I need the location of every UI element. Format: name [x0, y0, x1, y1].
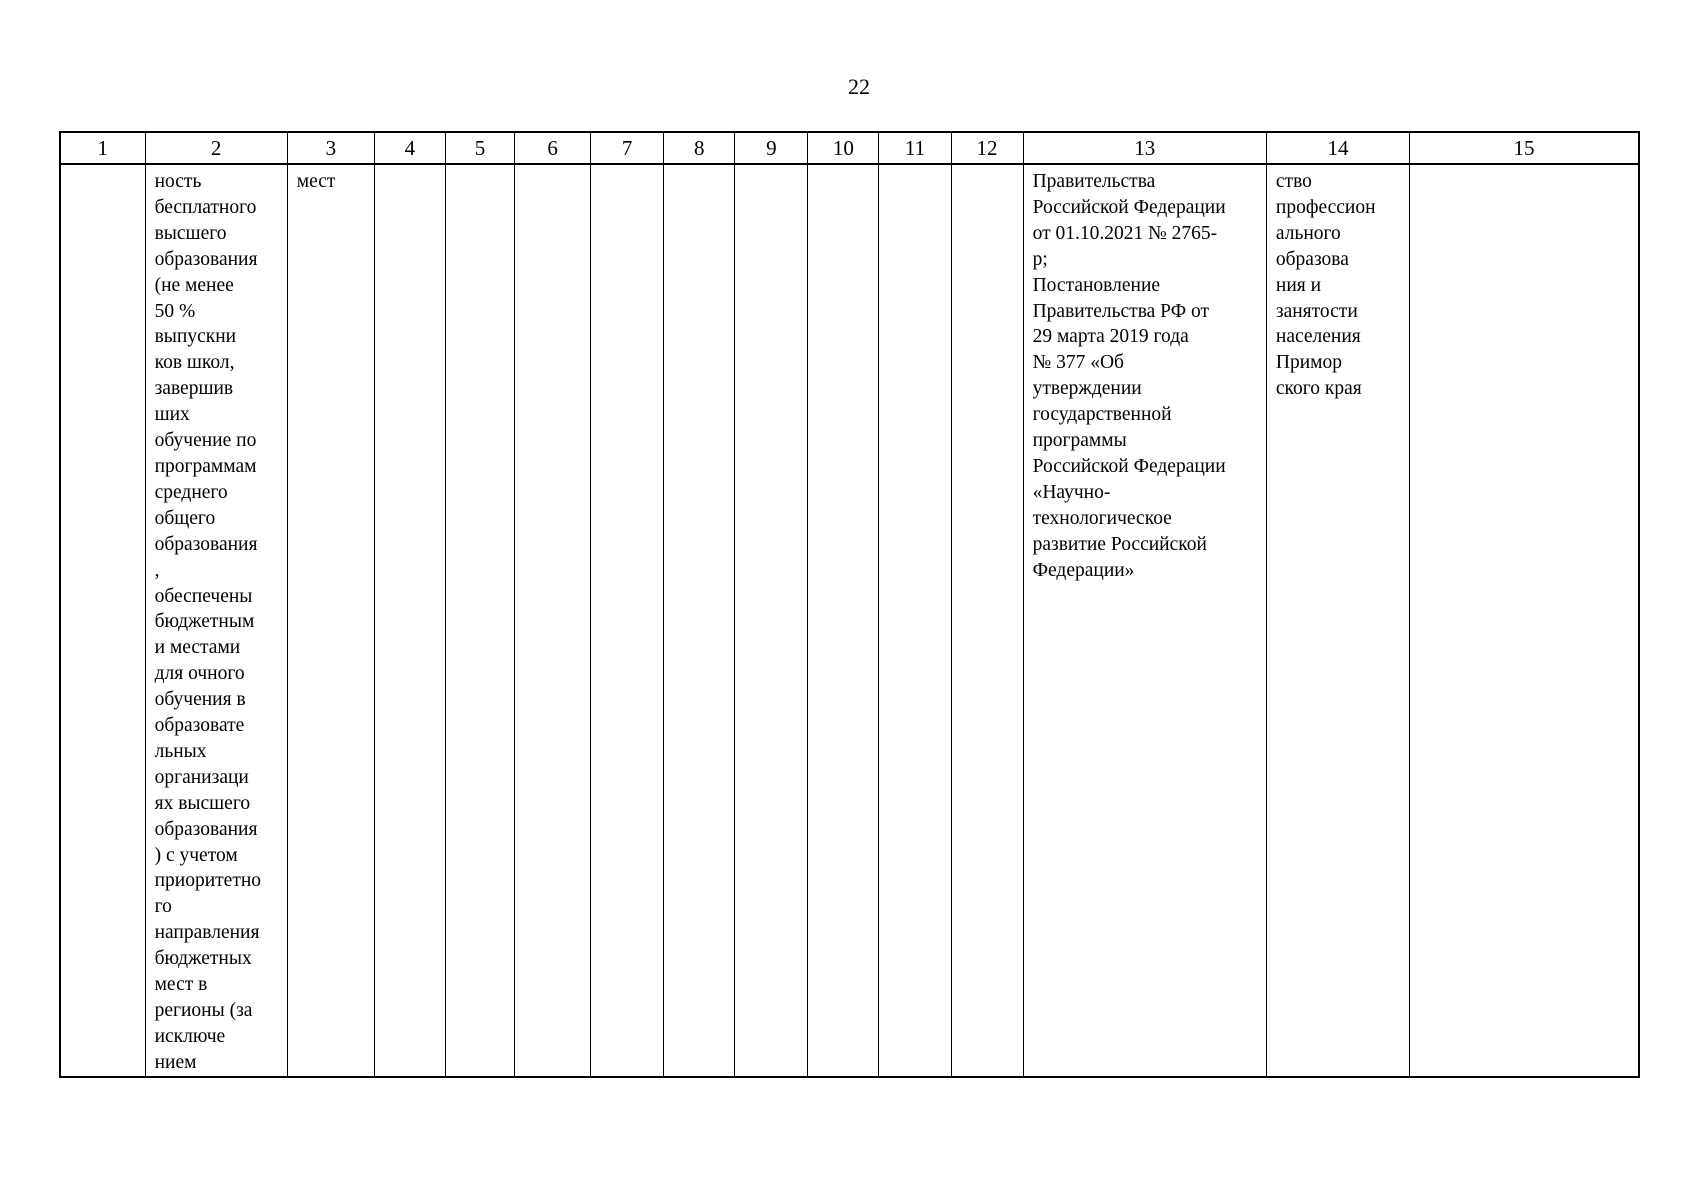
column-header: 13 — [1023, 132, 1266, 164]
column-header: 15 — [1410, 132, 1639, 164]
column-header: 1 — [60, 132, 145, 164]
table-cell-col-12 — [951, 164, 1023, 1077]
column-header: 8 — [664, 132, 735, 164]
column-header: 2 — [145, 132, 287, 164]
column-header: 14 — [1266, 132, 1409, 164]
table-cell-col-11 — [879, 164, 951, 1077]
table-cell-col-9 — [735, 164, 808, 1077]
table-cell-col-10 — [808, 164, 879, 1077]
table-cell-responsible: ство профессион ального образова ния и занятости населения Примор ского края — [1266, 164, 1409, 1077]
column-header: 5 — [445, 132, 514, 164]
data-table — [59, 131, 1640, 1078]
table-cell-col-15 — [1410, 164, 1639, 1077]
column-header: 3 — [287, 132, 374, 164]
column-header: 4 — [374, 132, 445, 164]
column-header: 11 — [879, 132, 951, 164]
column-header: 9 — [735, 132, 808, 164]
table-cell-col-8 — [664, 164, 735, 1077]
table-cell-col-7 — [591, 164, 664, 1077]
column-header: 12 — [951, 132, 1023, 164]
table-row — [60, 164, 1639, 1077]
table-cell-col-1 — [60, 164, 145, 1077]
table-cell-unit: мест — [287, 164, 374, 1077]
page-number: 22 — [848, 74, 870, 99]
table-cell-indicator-text: ность бесплатного высшего образования (не менее 50 % выпускни ков школ, завершив ших обучение по программам среднего общего образования , обеспечены бюджетным и местами для очного обучения в образовате льных организаци ях высшего образования ) с учетом приоритетно го направления бюджетных мест в регионы (за исключе нием — [145, 164, 287, 1077]
column-header: 10 — [808, 132, 879, 164]
table-cell-col-4 — [374, 164, 445, 1077]
table-cell-col-6 — [515, 164, 591, 1077]
table-cell-legal-basis: Правительства Российской Федерации от 01.10.2021 № 2765- р; Постановление Правительства РФ от 29 марта 2019 года № 377 «Об утверждении государственной программы Российской Федерации «Научно- технологическое развитие Российской Федерации» — [1023, 164, 1266, 1077]
column-header: 7 — [591, 132, 664, 164]
column-header: 6 — [515, 132, 591, 164]
table-header-row — [60, 132, 1639, 164]
table-cell-col-5 — [445, 164, 514, 1077]
